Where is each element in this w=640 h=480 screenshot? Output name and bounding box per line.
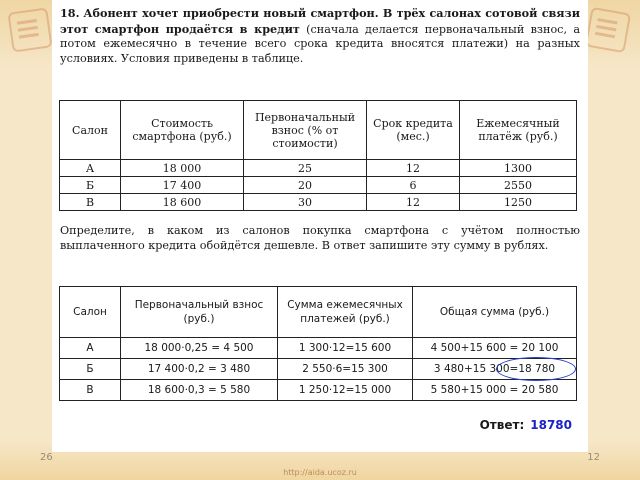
table-cell: 12 (367, 194, 460, 211)
header-monthly: Ежемесячный платёж (руб.) (460, 101, 577, 160)
solution-table (59, 286, 577, 401)
table-cell: 2550 (460, 177, 577, 194)
notebook-icon (585, 7, 631, 53)
problem-number: 18. (60, 6, 80, 20)
table-cell: Б (60, 359, 121, 380)
table-cell: 17 400 (121, 177, 244, 194)
table-cell: В (60, 380, 121, 401)
slide-content (52, 0, 588, 452)
answer-value: 18780 (530, 418, 572, 432)
table-cell: 18 000·0,25 = 4 500 (121, 338, 278, 359)
conditions-table (59, 100, 577, 211)
problem-lead: Абонент хочет приобрести новый смартфон. В трёх салонах сотовой связи этот смартфон продаётся в кредит (60, 6, 580, 36)
table-cell: А (60, 160, 121, 177)
table-cell: 6 (367, 177, 460, 194)
table-cell: 1 300·12=15 600 (278, 338, 413, 359)
table-row (60, 380, 577, 401)
header-total: Общая сумма (руб.) (413, 287, 577, 338)
answer-circle-wrap (434, 363, 555, 375)
table-cell: 17 400·0,2 = 3 480 (121, 359, 278, 380)
table-cell: 18 600·0,3 = 5 580 (121, 380, 278, 401)
header-salon: Салон (60, 101, 121, 160)
answer-circle (496, 357, 576, 381)
table-header-row (60, 101, 577, 160)
table-cell: 2 550·6=15 300 (278, 359, 413, 380)
table-row (60, 359, 577, 380)
page-number-left: 26 (40, 452, 53, 463)
notebook-icon (7, 7, 52, 52)
answer (480, 418, 572, 432)
table-cell: 4 500+15 600 = 20 100 (413, 338, 577, 359)
table-row (60, 177, 577, 194)
table-cell-highlighted (413, 359, 577, 380)
table-cell: 30 (244, 194, 367, 211)
header-price: Стоимость смартфона (руб.) (121, 101, 244, 160)
footer-url: http://aida.ucoz.ru (283, 468, 357, 477)
table-cell: 1250 (460, 194, 577, 211)
page-number-right: 12 (587, 452, 600, 463)
table-row (60, 194, 577, 211)
table-cell: 12 (367, 160, 460, 177)
table-cell: 18 000 (121, 160, 244, 177)
problem-rest: (сначала делается первоначальный взнос, а потом ежемесячно в течение всего срока кредита вносятся платежи) на разных условиях. Условия приведены в таблице. (60, 22, 580, 65)
table-header-row (60, 287, 577, 338)
table-cell: 20 (244, 177, 367, 194)
table-cell: 1300 (460, 160, 577, 177)
table-cell: 1 250·12=15 000 (278, 380, 413, 401)
table-cell: Б (60, 177, 121, 194)
header-term: Срок кредита (мес.) (367, 101, 460, 160)
problem-statement (60, 6, 580, 66)
table-row (60, 160, 577, 177)
table-cell: 18 600 (121, 194, 244, 211)
highlighted-total: 3 480+15 300=18 780 (433, 363, 556, 375)
table-cell: 25 (244, 160, 367, 177)
table-cell: В (60, 194, 121, 211)
header-monthly-sum: Сумма ежемесячных платежей (руб.) (278, 287, 413, 338)
table-cell: А (60, 338, 121, 359)
header-down-payment: Первоначальный взнос (% от стоимости) (244, 101, 367, 160)
table-row (60, 338, 577, 359)
question-text: Определите, в каком из салонов покупка смартфона с учётом полностью выплаченного кредита обойдётся дешевле. В ответ запишите эту сумму в рублях. (60, 224, 580, 252)
header-down-payment: Первоначальный взнос (руб.) (121, 287, 278, 338)
header-salon: Салон (60, 287, 121, 338)
table-cell: 5 580+15 000 = 20 580 (413, 380, 577, 401)
answer-label: Ответ: (479, 418, 525, 432)
